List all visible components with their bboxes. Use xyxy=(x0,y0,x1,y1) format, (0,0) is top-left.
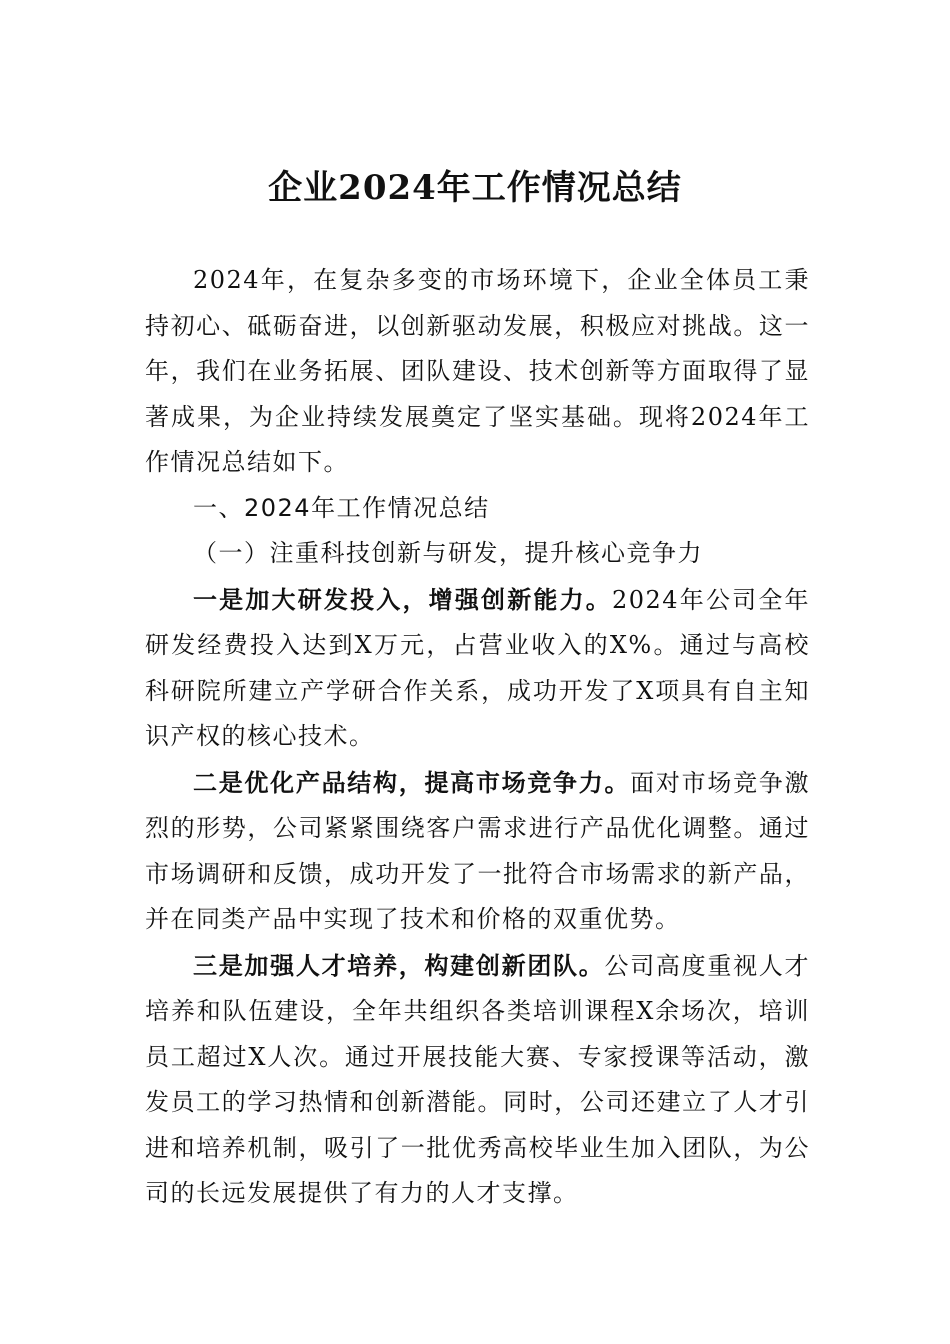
intro-paragraph: 2024年，在复杂多变的市场环境下，企业全体员工秉持初心、砥砺奋进，以创新驱动发展，积极应对挑战。这一年，我们在业务拓展、团队建设、技术创新等方面取得了显著成果，为企业持续发展奠定了坚实基础。现将2024年工作情况总结如下。 xyxy=(145,266,810,476)
section-heading: 一、2024年工作情况总结 xyxy=(193,493,490,522)
item-paragraph-2 xyxy=(145,760,810,943)
item-paragraph-3 xyxy=(145,943,810,1217)
item-text: 公司高度重视人才培养和队伍建设，全年共组织各类培训课程X余场次，培训员工超过X人次。通过开展技能大赛、专家授课等活动，激发员工的学习热情和创新潜能。同时，公司还建立了人才引进和培养机制，吸引了一批优秀高校毕业生加入团队，为公司的长远发展提供了有力的人才支撑。 xyxy=(145,951,811,1207)
document-body xyxy=(145,258,810,1217)
item-lead: 三是加强人才培养，构建创新团队。 xyxy=(193,950,605,980)
item-lead: 一是加大研发投入，增强创新能力。 xyxy=(193,584,612,614)
subsection-heading: （一）注重科技创新与研发，提升核心竞争力 xyxy=(193,539,703,567)
item-text: 2024年公司全年研发经费投入达到X万元，占营业收入的X%。通过与高校科研院所建立产学研合作关系，成功开发了X项具有自主知识产权的核心技术。 xyxy=(145,585,811,750)
item-paragraph-1 xyxy=(145,577,810,760)
item-lead: 二是优化产品结构，提高市场竞争力。 xyxy=(193,767,631,797)
item-text: 面对市场竞争激烈的形势，公司紧紧围绕客户需求进行产品优化调整。通过市场调研和反馈，成功开发了一批符合市场需求的新产品，并在同类产品中实现了技术和价格的双重优势。 xyxy=(145,768,811,933)
document-title: 企业2024年工作情况总结 xyxy=(268,168,682,208)
